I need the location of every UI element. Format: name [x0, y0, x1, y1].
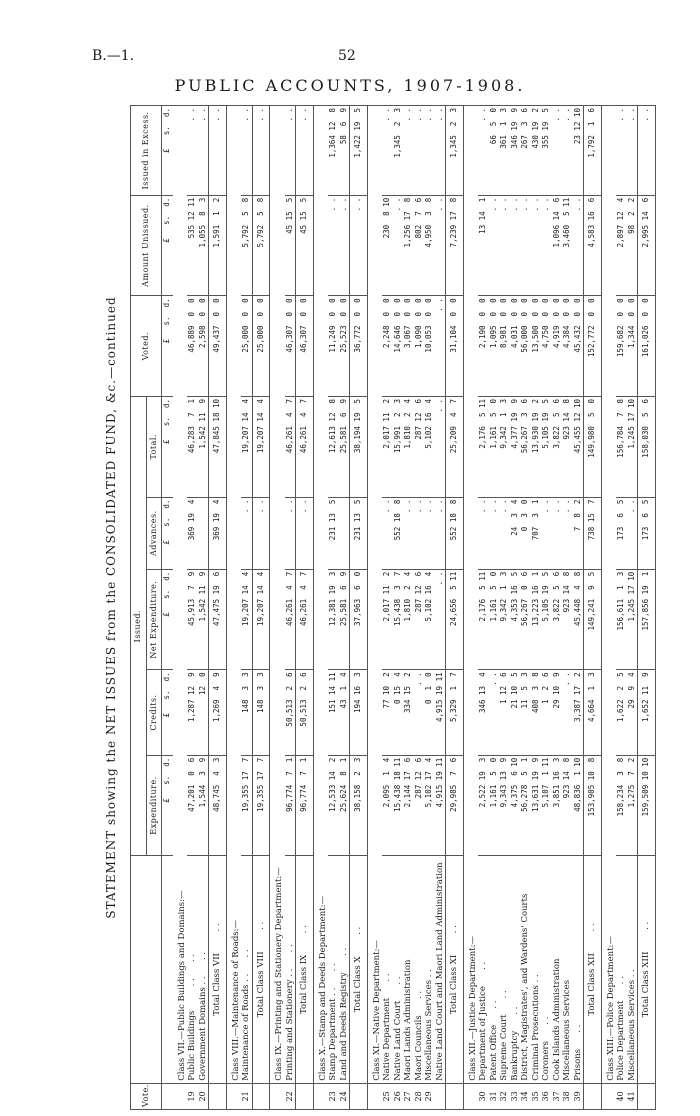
class-total-row	[252, 106, 270, 1110]
amount-cell: . . . .	[616, 106, 638, 196]
unit-cell: £ s. d.	[162, 396, 173, 497]
vote-cell: 23 24	[328, 1083, 350, 1109]
item-description: Public Buildings . . . . Government Domains . . . .	[187, 856, 209, 1083]
amount-cell: . .	[638, 106, 656, 196]
amount-cell: 47,475 19 6	[209, 569, 227, 670]
vote-item-row	[187, 106, 209, 1110]
amount-cell: 13 14 1 . . . . . . . . . . . . 1,096 14 6 3,460 5 11 . .	[478, 195, 584, 296]
class-total-row	[296, 106, 314, 1110]
vote-cell	[313, 1083, 328, 1109]
statement-title: STATEMENT showing the NET ISSUES from the CONSOLIDATED FUND, &c.—continued	[104, 296, 118, 919]
class-total-row	[350, 106, 368, 1110]
amount-cell: 50,513 2 6	[285, 670, 296, 755]
amount-cell: 1,422 19 5	[350, 106, 368, 196]
class-heading: Class X.—Stamp and Deeds Department:—	[313, 106, 328, 1084]
amount-cell: 46,307 0 0	[285, 296, 296, 397]
vote-cell: 40 41	[616, 1083, 638, 1109]
class-heading: Class VIII.—Maintenance of Roads:—	[226, 106, 241, 1084]
vote-cell	[350, 1083, 368, 1109]
amount-cell: . .	[285, 497, 296, 569]
amount-cell: 156,611 1 3 1,245 17 10	[616, 569, 638, 670]
amount-cell: 25,209 4 7	[446, 396, 464, 497]
amount-cell: 25,000 0 0	[252, 296, 270, 397]
amount-cell: . . . .	[187, 106, 209, 196]
class-total-label: Total Class X . .	[350, 856, 368, 1083]
amount-cell: 369 19 4	[209, 497, 227, 569]
class-heading-row	[270, 106, 285, 1110]
amount-cell: . . 1,345 2 3 . . . . . . . .	[382, 106, 446, 196]
amount-cell: 1,364 12 8 58 6 9	[328, 106, 350, 196]
amount-cell: 159,509 10 10	[638, 755, 656, 856]
vote-cell: 22	[285, 1083, 296, 1109]
amount-cell: 4,664 1 3	[584, 670, 602, 755]
class-heading-row	[173, 106, 188, 1110]
vote-item-row	[478, 106, 584, 1110]
vote-item-row	[241, 106, 252, 1110]
class-total-label: Total Class XIII . .	[638, 856, 656, 1083]
amount-cell: 2,176 5 11 1,161 5 0 9,342 1 3 4,377 19 9 56,267 3 6 13,930 19 2 5,105 19 5 3,822 5 6 923 14 8 45,455 12 10	[478, 396, 584, 497]
units-row	[162, 106, 173, 1110]
vote-cell: 25 26 27 28 29	[382, 1083, 446, 1109]
unit-cell: £ s. d.	[162, 296, 173, 397]
amount-cell: 19,355 17 7	[241, 755, 252, 856]
statement-table	[130, 105, 656, 1110]
class-heading: Class XIII.—Police Department:—	[601, 106, 616, 1084]
amount-cell: 47,201 0 6 1,544 3 9	[187, 755, 209, 856]
vote-cell	[252, 1083, 270, 1109]
unit-cell: £ s. d.	[162, 569, 173, 670]
amount-cell: 1,652 11 9	[638, 670, 656, 755]
amount-cell: 45 15 5	[296, 195, 314, 296]
amount-cell: 1,269 4 9	[209, 670, 227, 755]
vote-cell	[209, 1083, 227, 1109]
amount-cell: 156,784 7 8 1,245 17 10	[616, 396, 638, 497]
amount-cell: . . . .	[328, 195, 350, 296]
amount-cell: 19,207 14 4	[241, 396, 252, 497]
unit-cell: £ s. d.	[162, 670, 173, 755]
amount-cell: 29,985 7 6	[446, 755, 464, 856]
amount-cell: 148 3 3	[241, 670, 252, 755]
amount-cell: 19,355 17 7	[252, 755, 270, 856]
item-description: Stamp Department . . . . Land and Deeds Registry . .	[328, 856, 350, 1083]
amount-cell: 46,261 4 7	[296, 569, 314, 670]
unit-cell: £ s. d.	[162, 195, 173, 296]
amount-cell: 369 19 4	[187, 497, 209, 569]
amount-cell: 148 3 3	[252, 670, 270, 755]
class-total-label: Total Class VIII . .	[252, 856, 270, 1083]
class-heading: Class IX.—Printing and Stationery Department:—	[270, 106, 285, 1084]
amount-cell: 46,283 7 1 1,542 11 9	[187, 396, 209, 497]
vote-cell	[296, 1083, 314, 1109]
amount-cell: 37,963 6 0	[350, 569, 368, 670]
amount-cell: 1,792 1 6	[584, 106, 602, 196]
amount-cell: 25,000 0 0	[241, 296, 252, 397]
vote-cell	[446, 1083, 464, 1109]
amount-cell: 46,307 0 0	[296, 296, 314, 397]
page-title: PUBLIC ACCOUNTS, 1907-1908.	[174, 76, 526, 95]
amount-cell: . .	[241, 497, 252, 569]
item-description: Printing and Stationery . . . .	[285, 856, 296, 1083]
statement-body	[162, 106, 656, 1110]
amount-cell: 1,345 2 3	[446, 106, 464, 196]
vote-cell	[367, 1083, 382, 1109]
col-unissued: Amount Unissued.	[131, 195, 162, 296]
item-description: Police Department . . Miscellaneous Services . .	[616, 856, 638, 1083]
amount-cell: 1,287 12 9 12 0	[187, 670, 209, 755]
amount-cell: 194 16 3	[350, 670, 368, 755]
amount-cell: 96,774 7 1	[285, 755, 296, 856]
amount-cell: 1,622 2 5 29 9 4	[616, 670, 638, 755]
vote-cell: 21	[241, 1083, 252, 1109]
amount-cell: 2,017 11 2 15,991 2 3 1,810 2 4 287 12 6 5,102 16 4 . .	[382, 396, 446, 497]
amount-cell: 161,026 0 0	[638, 296, 656, 397]
amount-cell: 152,772 0 0	[584, 296, 602, 397]
amount-cell: 19,207 14 4	[252, 396, 270, 497]
class-total-label: Total Class XII . .	[584, 856, 602, 1083]
amount-cell: . .	[296, 497, 314, 569]
amount-cell: . . 66 5 0 361 1 3 346 19 9 267 3 6 430 19 2 355 19 5 . . . . 23 12 10	[478, 106, 584, 196]
amount-cell: 45 15 5	[285, 195, 296, 296]
col-excess: Issued in Excess.	[131, 106, 162, 196]
class-heading: Class VII.—Public Buildings and Domains:—	[173, 106, 188, 1084]
amount-cell: 1,591 1 2	[209, 195, 227, 296]
vote-cell: 30 31 32 33 34 35 36 37 38 39	[478, 1083, 584, 1109]
vote-cell	[226, 1083, 241, 1109]
amount-cell: 2,017 11 2 15,438 3 7 1,810 2 4 287 12 6 5,102 16 4 . .	[382, 569, 446, 670]
amount-cell: 46,261 4 7	[285, 396, 296, 497]
vote-cell	[601, 1083, 616, 1109]
class-total-row	[446, 106, 464, 1110]
amount-cell: 173 6 5 . .	[616, 497, 638, 569]
amount-cell: 2,995 14 6	[638, 195, 656, 296]
amount-cell: 2,190 0 0 1,095 0 0 8,981 0 0 4,031 0 0 56,000 0 0 13,500 0 0 4,750 0 0 4,919 0 0 4,384 0 0 45,432 0 0	[478, 296, 584, 397]
class-total-row	[638, 106, 656, 1110]
amount-cell: . .	[252, 106, 270, 196]
amount-cell: 230 8 10 . . 1,256 17 8 802 7 6 4,950 3 8 . .	[382, 195, 446, 296]
amount-cell: 77 10 2 0 15 4 334 15 2 . . 0 1 0 4,915 19 11	[382, 670, 446, 755]
amount-cell: 5,792 5 8	[241, 195, 252, 296]
amount-cell: . .	[350, 195, 368, 296]
class-heading-row	[313, 106, 328, 1110]
vote-cell	[584, 1083, 602, 1109]
amount-cell: 4,583 16 6	[584, 195, 602, 296]
class-total-label: Total Class IX . .	[296, 856, 314, 1083]
amount-cell: 48,745 4 3	[209, 755, 227, 856]
amount-cell: 7,239 17 8	[446, 195, 464, 296]
class-heading-row	[226, 106, 241, 1110]
unit-cell: £ s. d.	[162, 755, 173, 856]
amount-cell: 5,329 1 7	[446, 670, 464, 755]
vote-item-row	[382, 106, 446, 1110]
unit-cell: £ s. d.	[162, 106, 173, 196]
vote-cell	[270, 1083, 285, 1109]
amount-cell: 346 13 4 . . 1 12 6 21 10 5 11 5 3 408 3 8 1 2 6 29 10 9 . . 3,387 17 2	[478, 670, 584, 755]
amount-cell: 49,437 0 0	[209, 296, 227, 397]
amount-cell: 19,207 14 4	[241, 569, 252, 670]
amount-cell: 24,656 5 11	[446, 569, 464, 670]
amount-cell: 31,104 0 0	[446, 296, 464, 397]
item-description: Maintenance of Roads . . . .	[241, 856, 252, 1083]
col-credits: Credits.	[146, 670, 162, 755]
col-advances: Advances.	[146, 497, 162, 569]
amount-cell: 552 18 8	[446, 497, 464, 569]
amount-cell: 50,513 2 6	[296, 670, 314, 755]
amount-cell: . . 552 18 8 . . . . . . . .	[382, 497, 446, 569]
col-description	[131, 856, 162, 1083]
class-total-row	[209, 106, 227, 1110]
amount-cell: 38,158 2 3	[350, 755, 368, 856]
amount-cell: 12,533 14 2 25,624 8 1	[328, 755, 350, 856]
amount-cell: 11,249 0 0 25,523 0 0	[328, 296, 350, 397]
amount-cell: . .	[241, 106, 252, 196]
amount-cell: 12,381 19 3 25,581 6 9	[328, 569, 350, 670]
amount-cell: 157,856 19 1	[638, 569, 656, 670]
unit-cell: £ s. d.	[162, 497, 173, 569]
amount-cell: 149,241 9 5	[584, 569, 602, 670]
class-total-label: Total Class VII . .	[209, 856, 227, 1083]
amount-cell: 46,261 4 7	[296, 396, 314, 497]
amount-cell: 46,261 4 7	[285, 569, 296, 670]
item-description: Native Department . . Native Land Court . . Maori Lands Administration Maori Councils . . Miscellaneous Services . . Native Land Court and Maori Land Administration	[382, 856, 446, 1083]
class-heading: Class XI.—Native Department:—	[367, 106, 382, 1084]
col-total: Total.	[146, 396, 162, 497]
vote-cell: 19 20	[187, 1083, 209, 1109]
amount-cell: 36,772 0 0	[350, 296, 368, 397]
vote-item-row	[328, 106, 350, 1110]
amount-cell: . .	[296, 106, 314, 196]
col-issued: Issued.	[131, 396, 147, 855]
amount-cell: . . . . . . 24 3 4 0 3 0 707 3 1 . . . . . . 7 8 2	[478, 497, 584, 569]
amount-cell: 535 12 11 1,055 8 3	[187, 195, 209, 296]
vote-item-row	[616, 106, 638, 1110]
amount-cell: 5,792 5 8	[252, 195, 270, 296]
amount-cell: 47,845 18 10	[209, 396, 227, 497]
vote-cell	[173, 1083, 188, 1109]
amount-cell: . .	[285, 106, 296, 196]
amount-cell: 12,613 12 8 25,581 6 9	[328, 396, 350, 497]
amount-cell: 2,522 19 3 1,161 5 0 9,343 13 9 4,375 6 10 56,278 5 1 13,631 19 9 5,107 1 11 3,851 16 3 923 14 8 48,836 1 10	[478, 755, 584, 856]
vote-item-row	[285, 106, 296, 1110]
amount-cell: 738 15 7	[584, 497, 602, 569]
class-heading-row	[367, 106, 382, 1110]
amount-cell: . .	[252, 497, 270, 569]
item-description: Department of Justice . . Patent Office . . Supreme Court . . Bankruptcy . . District, Magistrates', and Wardens' Courts Criminal Prosecutions . . Coroners . . Cook Islands Administration Miscellaneous Services Prisons . .	[478, 856, 584, 1083]
amount-cell: 149,980 5 0	[584, 396, 602, 497]
class-total-label: Total Class XI . .	[446, 856, 464, 1083]
amount-cell: 19,207 14 4	[252, 569, 270, 670]
amount-cell: 231 13 5	[328, 497, 350, 569]
col-net-expenditure: Net Expenditure.	[146, 569, 162, 670]
amount-cell: 151 14 11 43 1 4	[328, 670, 350, 755]
amount-cell: 158,234 3 8 1,275 7 2	[616, 755, 638, 856]
amount-cell: 2,897 12 4 98 2 2	[616, 195, 638, 296]
amount-cell: 38,194 19 5	[350, 396, 368, 497]
amount-cell: 2,176 5 11 1,161 5 0 9,342 1 3 4,353 16 5 56,267 0 6 13,223 16 1 5,105 19 5 3,822 5 6 923 14 8 45,448 4 8	[478, 569, 584, 670]
vote-cell	[638, 1083, 656, 1109]
vote-cell	[463, 1083, 478, 1109]
page-code: B.—1.	[92, 48, 135, 64]
rotated-statement	[104, 105, 698, 1110]
amount-cell: 2,248 0 0 14,646 0 0 3,067 0 0 1,090 0 0 10,053 0 0 . .	[382, 296, 446, 397]
amount-cell: 2,095 1 4 15,438 18 11 2,144 17 6 287 12 6 5,102 17 4 4,915 19 11	[382, 755, 446, 856]
class-heading-row	[601, 106, 616, 1110]
amount-cell: 158,030 5 6	[638, 396, 656, 497]
amount-cell: . .	[209, 106, 227, 196]
amount-cell: 159,682 0 0 1,344 0 0	[616, 296, 638, 397]
amount-cell: 45,913 7 9 1,542 11 9	[187, 569, 209, 670]
page-number: 52	[338, 48, 356, 64]
amount-cell: 173 6 5	[638, 497, 656, 569]
col-vote: Vote.	[131, 1083, 162, 1109]
amount-cell: 46,889 0 0 2,598 0 0	[187, 296, 209, 397]
class-heading: Class XII.—Justice Department:—	[463, 106, 478, 1084]
col-voted: Voted.	[131, 296, 162, 397]
amount-cell: 153,905 10 8	[584, 755, 602, 856]
class-total-row	[584, 106, 602, 1110]
amount-cell: 96,774 7 1	[296, 755, 314, 856]
class-heading-row	[463, 106, 478, 1110]
col-expenditure: Expenditure.	[146, 755, 162, 856]
amount-cell: 231 13 5	[350, 497, 368, 569]
